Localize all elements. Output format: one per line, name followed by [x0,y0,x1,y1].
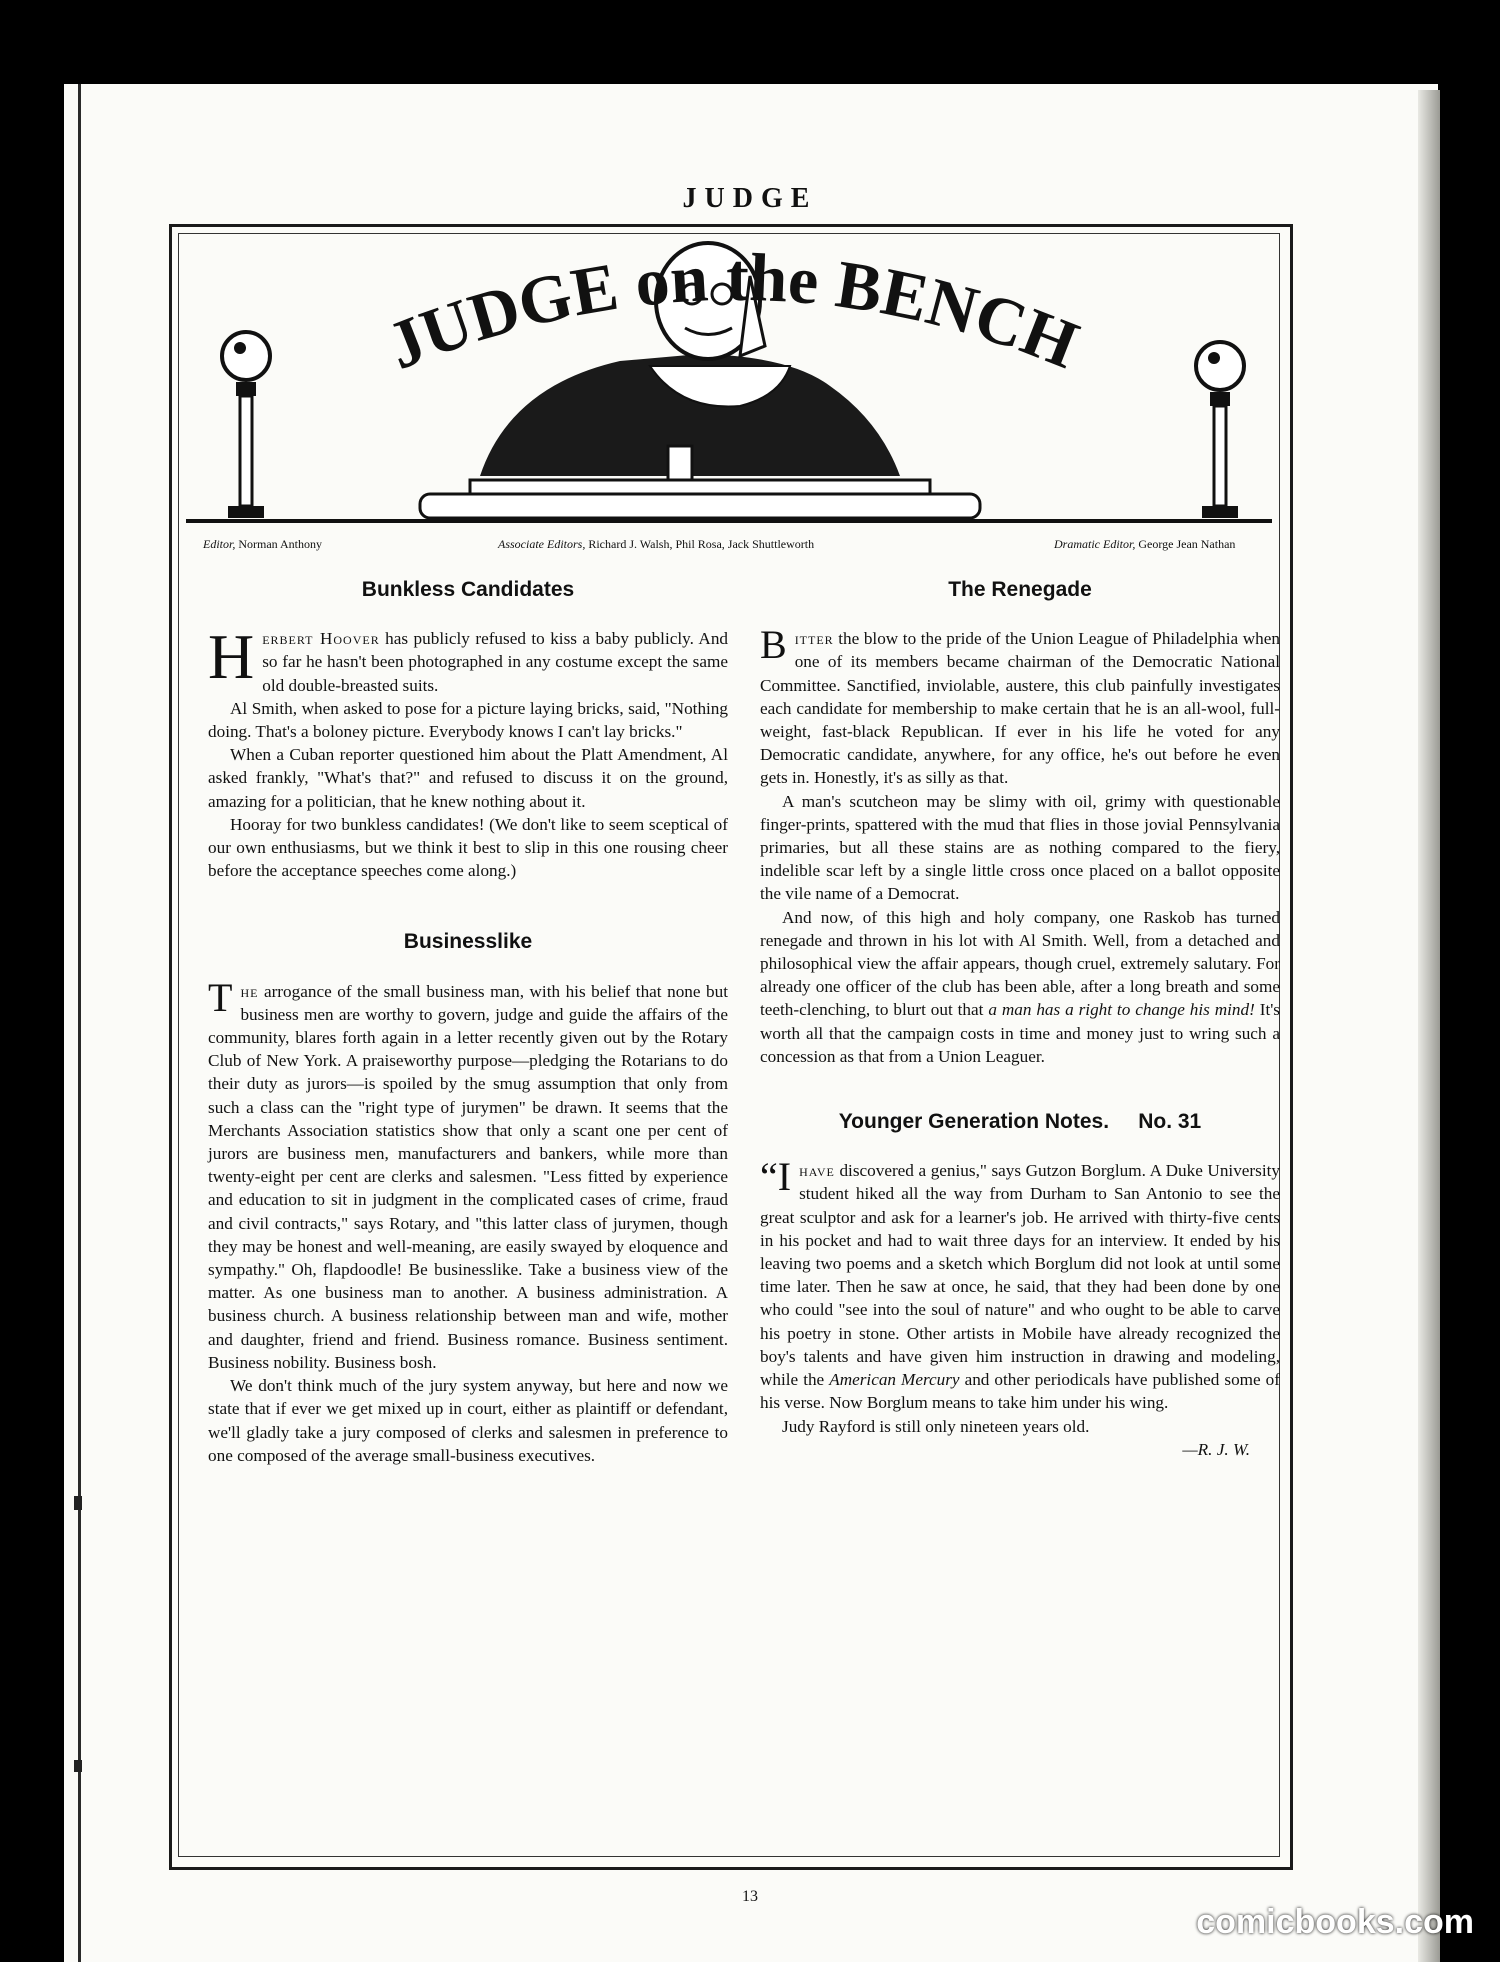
drop-cap: B [760,622,787,668]
binding-edge [78,84,81,1962]
article-paragraph: Herbert Hoover has publicly refused to kiss a baby publicly. And so far he hasn't been photographed in any costume except the same old double-breasted suits. [208,621,729,695]
watermark: comicbooks.com [1196,1903,1474,1941]
signature: —R. J. W. [1182,1439,1250,1459]
article-paragraph: When a Cuban reporter questioned him about the Platt Amendment, Al asked frankly, "What's that?" and refused to discuss it on the ground, amazing for a politician, that he knew nothing about it. [208,745,728,811]
article-paragraph: Bitter the blow to the pride of the Union League of Philadelphia when one of its members became chairman of the Democratic National Committee. Sanctified, inviolable, austere, this club painfully investigates each candidate for membership to make certain that he is an all-wool, full-weight, fast-black Republican. If ever in his life he voted for any Democratic candidate, anywhere, for any office, he's out before he even gets in. Honestly, it's as silly as that. [760,622,1280,788]
credit-editor: Editor, Norman Anthony [203,537,323,551]
banner-title: JUDGE on the BENCH [376,238,1089,384]
article-title-businesslike: Businesslike [403,930,533,954]
article-paragraph: Judy Rayford is still only nineteen years old. [782,1416,1090,1436]
left-column [208,578,728,1467]
page-number: 13 [742,1888,758,1905]
right-lamp-post [1196,342,1244,518]
article-paragraph: The arrogance of the small business man, with his belief that none but business men are worthy to govern, judge and guide the affairs of the community, blares forth again in a letter recently given out by the Rotary Club of New York. A praiseworthy purpose—pledging the Rotarians to do their duty as jurors—is spoiled by the smug assumption that only from such a class can the "right type of jurymen" be drawn. It seems that the Merchants Association statistics show that only a scant one per cent of jurors are business men, manufacturers and bankers, while more than twenty-eight per cent are clerks and salesmen. "Less fitted by experience and education to sit in judgment in the complicated cases of crime, fraud and civil contracts," says Rotary, and "this latter class of jurymen, though they may be honest and well-meaning, are easily swayed by eloquence and sympathy." Oh, flapdoodle! Be businesslike. Take a business view of the matter. As one business man to another. A business administration. A business church. A business relationship between man and wife, mother and daughter, friend and friend. Business romance. Business sentiment. Business nobility. Business bosh. [208,974,728,1372]
article-paragraph: “Ihave discovered a genius," says Gutzon Borglum. A Duke University student hiked all the way from Durham to San Antonio to see the great sculptor and ask for a learner's job. He arrived with thirty-five cents in his pocket and had to wait three days for an interview. It ended by his leaving two poems and a sketch which Borglum did not look at until some time later. Then he saw at once, he said, that they had been done by one who could "see into the soul of nature" and who ought to be able to carve his poetry in stone. Other artists in Mobile have already recognized the boy's talents and have given him instruction in drawing and modeling, while the American Mercury and other periodicals have published some of his verse. Now Borglum means to take him under his wing. [760,1154,1280,1413]
article-paragraph: A man's scutcheon may be slimy with oil, grimy with questionable finger-prints, spattered with the mud that flies in those jovial Pennsylvania primaries, but all these stains are as nothing compared to the fiery, indelible scar left by a single little cross once placed on a ballot opposite the vile name of a Democrat. [760,791,1280,904]
drop-cap: H [208,621,255,693]
binding-mark [74,1760,82,1772]
running-head: JUDGE [682,183,818,214]
article-paragraph: Al Smith, when asked to pose for a picture laying bricks, said, "Nothing doing. That's a boloney picture. Everybody knows I can't lay bricks." [208,698,728,742]
binding-mark [74,1496,82,1510]
credit-dramatic-editor: Dramatic Editor, George Jean Nathan [1054,537,1236,551]
article-paragraph: Hooray for two bunkless candidates! (We don't like to seem sceptical of our own enthusiasms, but we think it best to slip in this one rousing cheer before the acceptance speeches come along.) [208,814,728,881]
article-paragraph: And now, of this high and holy company, one Raskob has turned renegade and thrown in his lot with Al Smith. Well, from a detached and philosophical view the affair appears, though cruel, extremely salutary. For already one officer of the club has been able, after a long breath and some teeth-clenching, to blurt out that a man has a right to change his mind! It's worth all that the campaign costs in time and money just to wring such a concession as that from a Union Leaguer. [760,907,1280,1066]
credit-associate-editors: Associate Editors, Richard J. Walsh, Phil Rosa, Jack Shuttleworth [498,537,815,551]
page-curl-shadow [1418,90,1440,1962]
article-title-renegade: The Renegade [948,578,1092,601]
bench [420,480,980,518]
drop-cap: “I [760,1154,792,1200]
judge-on-the-bench-banner [180,236,1278,536]
article-title-younger-generation: Younger Generation Notes. No. 31 [838,1110,1202,1134]
article-paragraph: We don't think much of the jury system anyway, but here and now we state that if ever we get mixed up in court, either as plaintiff or defendant, we'll gladly take a jury composed of clerks and salesmen in preference to one composed of the average small-business executives. [208,1376,728,1465]
drop-cap: T [208,974,233,1020]
left-lamp-post [222,332,270,518]
right-column [760,578,1280,1461]
article-title-bunkless: Bunkless Candidates [361,578,575,601]
